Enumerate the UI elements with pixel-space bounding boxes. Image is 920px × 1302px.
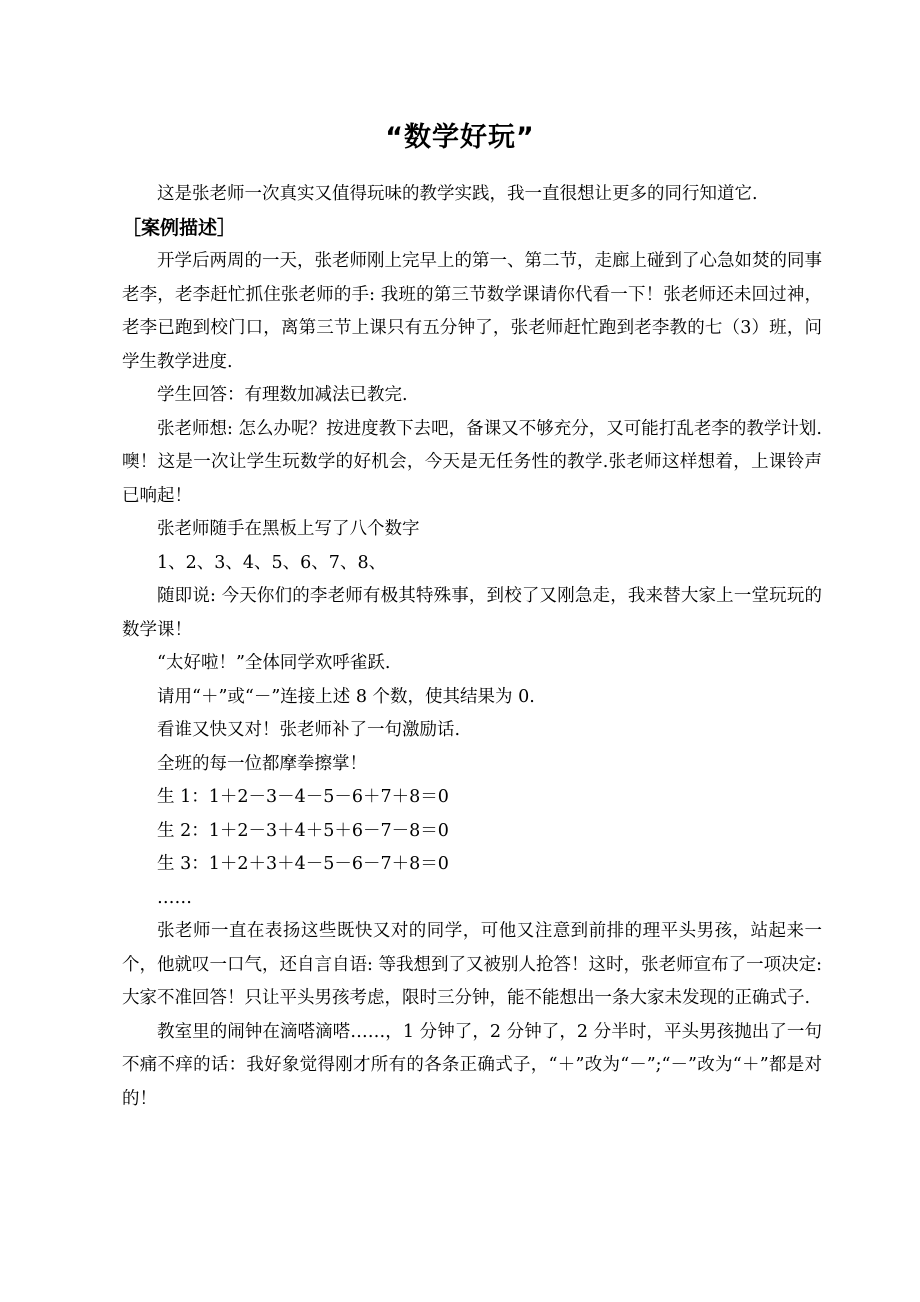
ellipsis-line: …… [157, 887, 192, 908]
number-sequence: 1、2、3、4、5、6、7、8、 [157, 552, 387, 573]
equation-line: 生 3：1＋2＋3＋4－5－6－7＋8＝0 [157, 854, 449, 874]
equation-line: 生 1：1＋2－3－4－5－6＋7＋8＝0 [157, 787, 449, 807]
paragraph: 张老师随手在黑板上写了八个数字 [157, 519, 420, 539]
document-title: “数学好玩” [385, 122, 535, 153]
paragraph: 学生回答：有理数加减法已教完. [157, 385, 408, 405]
paragraph: 请用“＋”或“－”连接上述 8 个数，使其结果为 0. [157, 686, 535, 707]
paragraph: 开学后两周的一天，张老师刚上完早上的第一、第二节，走廊上碰到了心急如焚的同事老李，老李赶忙抓住张老师的手: 我班的第三节数学课请你代看一下！张老师还未回过神，老李已跑到校门口，离第三节上课只有五分钟了，张老师赶忙跑到老李教的七（3）班，问学生教学进度. [122, 251, 822, 372]
intro-paragraph: 这是张老师一次真实又值得玩味的教学实践，我一直很想让更多的同行知道它. [157, 184, 758, 204]
paragraph: 随即说: 今天你们的李老师有极其特殊事，到校了又刚急走，我来替大家上一堂玩玩的数学课！ [122, 586, 822, 640]
document-body [122, 178, 822, 1116]
paragraph: 看谁又快又对！张老师补了一句激励话. [157, 720, 461, 740]
paragraph: 张老师想: 怎么办呢？按进度教下去吧，备课又不够充分，又可能打乱老李的教学计划.噢！这是一次让学生玩数学的好机会，今天是无任务性的教学.张老师这样想着，上课铃声已响起！ [122, 418, 822, 506]
equation-line: 生 2：1＋2－3＋4＋5＋6－7－8＝0 [157, 820, 449, 841]
paragraph: 教室里的闹钟在滴嗒滴嗒……，1 分钟了，2 分钟了，2 分半时，平头男孩抛出了一句不痛不痒的话：我好象觉得刚才所有的各条正确式子，“＋”改为“－”;“－”改为“＋”都是对的！ [122, 1021, 822, 1109]
paragraph: 张老师一直在表扬这些既快又对的同学，可他又注意到前排的理平头男孩，站起来一个，他就叹一口气，还自言自语: 等我想到了又被别人抢答！这时，张老师宣布了一项决定: 大家不准回答！只让平头男孩考虑，限时三分钟，能不能想出一条大家未发现的正确式子. [122, 921, 822, 1008]
paragraph: “太好啦！”全体同学欢呼雀跃. [157, 653, 391, 673]
paragraph: 全班的每一位都摩拳擦掌！ [157, 753, 367, 774]
section-heading: ［案例描述］ [122, 216, 237, 239]
